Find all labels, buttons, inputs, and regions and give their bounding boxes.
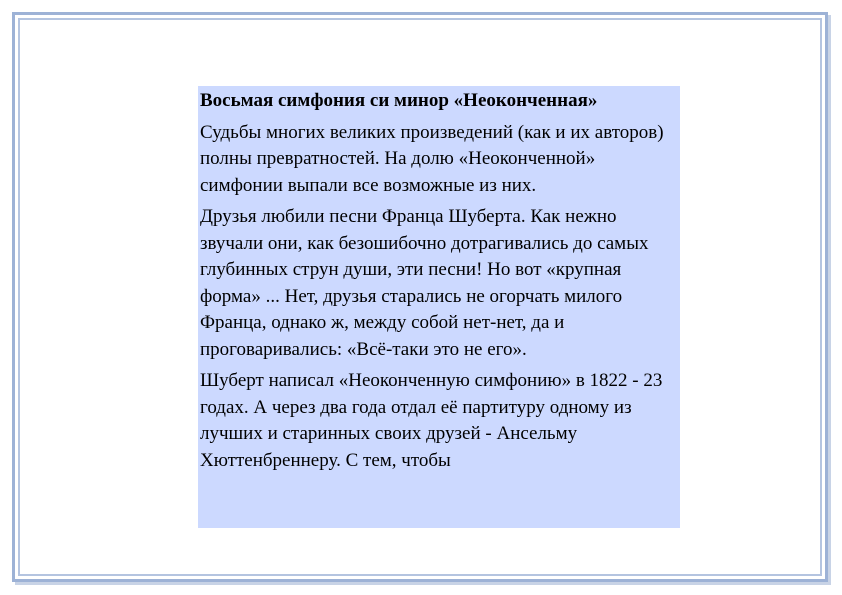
paragraph-3: Шуберт написал «Неоконченную симфонию» в 1822 - 23 годах. А через два года отдал её партитуру одному из лучших и старинных своих друзей - Ансельму Хюттенбреннеру. С тем, чтобы bbox=[200, 370, 663, 471]
paragraph-1: Судьбы многих великих произведений (как и их авторов) полны превратностей. На долю «Неоконченной» симфонии выпали все возможные из них. bbox=[200, 121, 664, 196]
document-title: Восьмая симфония си минор «Неоконченная» bbox=[200, 90, 598, 111]
paragraph-2: Друзья любили песни Франца Шуберта. Как нежно звучали они, как безошибочно дотрагивались до самых глубинных струн души, эти песни! Но вот «крупная форма» ... Нет, друзья старались не огорчать милого Франца, однако ж, между собой нет-нет, да и проговаривались: «Всё-таки это не его». bbox=[200, 206, 649, 360]
text-block bbox=[198, 86, 680, 528]
